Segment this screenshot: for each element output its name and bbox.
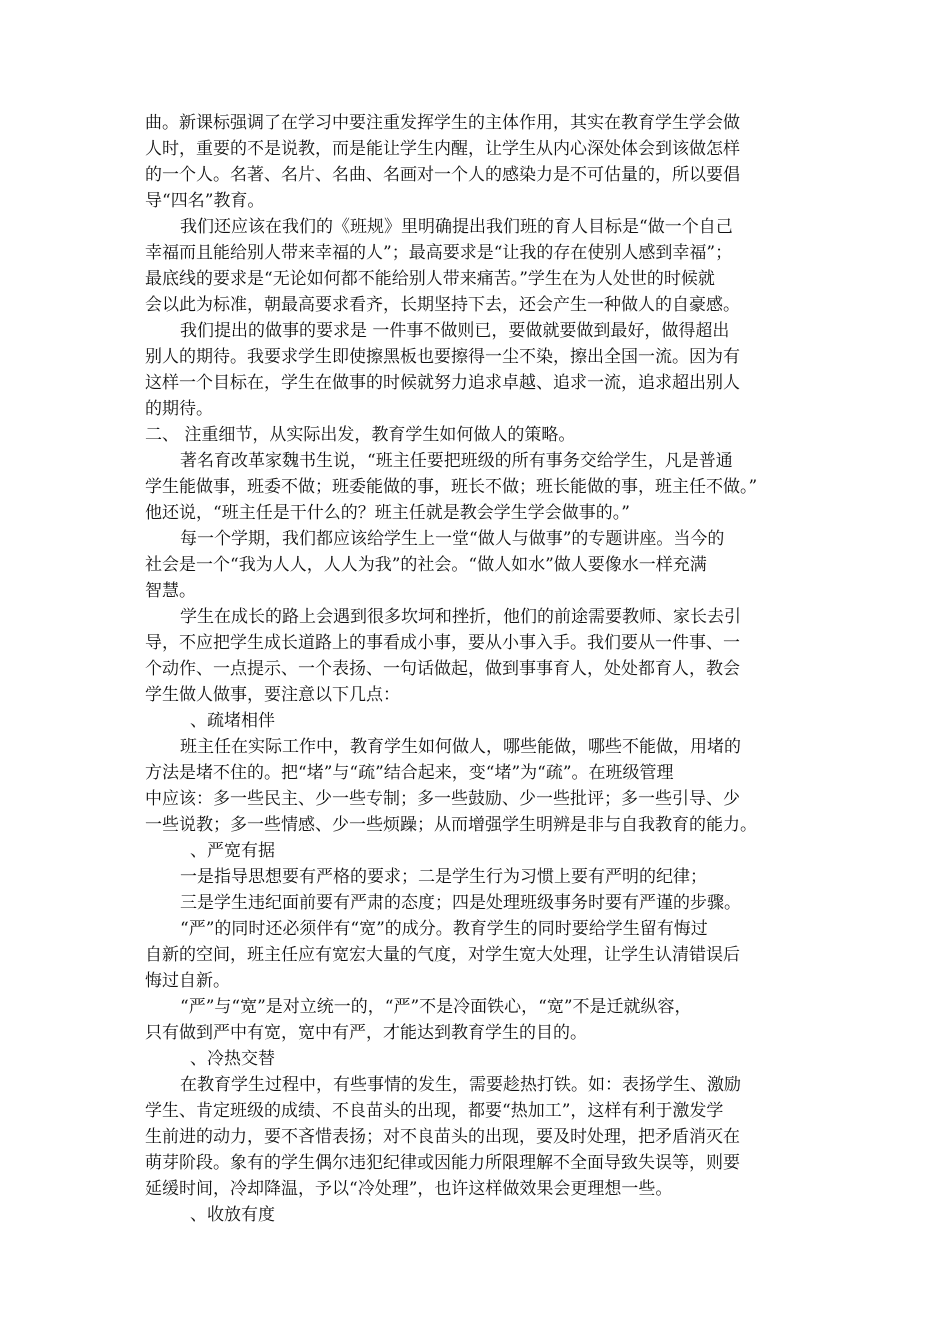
text-line: 一些说教；多一些情感、少一些烦躁；从而增强学生明辨是非与自我教育的能力。: [145, 815, 757, 835]
text-line: 生前进的动力，要不吝惜表扬；对不良苗头的出现，要及时处理，把矛盾消灭在: [145, 1127, 740, 1147]
text-line: 社会是一个“我为人人，人人为我”的社会。“做人如水”做人要像水一样充满: [145, 555, 707, 575]
text-line: 我们还应该在我们的《班规》里明确提出我们班的育人目标是“做一个自己: [180, 217, 733, 237]
text-line: 导“四名”教育。: [145, 191, 265, 211]
text-line: 三是学生违纪面前要有严肃的态度；四是处理班级事务时要有严谨的步骤。: [180, 893, 741, 913]
text-line: “严”与“宽”是对立统一的，“严”不是冷面铁心，“宽”不是迁就纵容，: [180, 997, 692, 1017]
text-line: 学生在成长的路上会遇到很多坎坷和挫折，他们的前途需要教师、家长去引: [180, 607, 741, 627]
text-line: 的一个人。名著、名片、名曲、名画对一个人的感染力是不可估量的，所以要倡: [145, 165, 740, 185]
text-line: 萌芽阶段。象有的学生偶尔违犯纪律或因能力所限理解不全面导致失误等，则要: [145, 1153, 740, 1173]
text-line: 幸福而且能给别人带来幸福的人”；最高要求是“让我的存在使别人感到幸福”；: [145, 243, 733, 263]
subsection-heading: 、严宽有据: [190, 841, 275, 861]
subsection-heading: 、疏堵相伴: [190, 711, 275, 731]
text-line: “严”的同时还必须伴有“宽”的成分。教育学生的同时要给学生留有悔过: [180, 919, 708, 939]
text-line: 一是指导思想要有严格的要求；二是学生行为习惯上要有严明的纪律；: [180, 867, 707, 887]
text-line: 导，不应把学生成长道路上的事看成小事，要从小事入手。我们要从一件事、一: [145, 633, 740, 653]
subsection-heading: 、收放有度: [190, 1205, 275, 1225]
text-line: 班主任在实际工作中，教育学生如何做人，哪些能做，哪些不能做，用堵的: [180, 737, 741, 757]
text-line: 方法是堵不住的。把“堵”与“疏”结合起来，变“堵”为“疏”。在班级管理: [145, 763, 674, 783]
section-heading: 二、 注重细节，从实际出发，教育学生如何做人的策略。: [145, 425, 576, 445]
text-line: 学生做人做事，要注意以下几点：: [145, 685, 400, 705]
text-line: 只有做到严中有宽，宽中有严，才能达到教育学生的目的。: [145, 1023, 587, 1043]
text-line: 延缓时间，冷却降温，予以“冷处理”，也许这样做效果会更理想一些。: [145, 1179, 673, 1199]
text-line: 每一个学期，我们都应该给学生上一堂“做人与做事”的专题讲座。当今的: [180, 529, 725, 549]
subsection-heading: 、冷热交替: [190, 1049, 275, 1069]
text-line: 我们提出的做事的要求是 一件事不做则已，要做就要做到最好，做得超出: [180, 321, 730, 341]
text-line: 中应该：多一些民主、少一些专制；多一些鼓励、少一些批评；多一些引导、少: [145, 789, 740, 809]
text-line: 个动作、一点提示、一个表扬、一句话做起，做到事事育人，处处都育人，教会: [145, 659, 740, 679]
text-line: 最底线的要求是“无论如何都不能给别人带来痛苦。”学生在为人处世的时候就: [145, 269, 715, 289]
text-line: 曲。新课标强调了在学习中要注重发挥学生的主体作用，其实在教育学生学会做: [145, 113, 740, 133]
text-line: 在教育学生过程中，有些事情的发生，需要趁热打铁。如：表扬学生、激励: [180, 1075, 741, 1095]
text-line: 人时，重要的不是说教，而是能让学生内醒，让学生从内心深处体会到该做怎样: [145, 139, 740, 159]
text-line: 的期待。: [145, 399, 213, 419]
text-line: 他还说，“班主任是干什么的？班主任就是教会学生学会做事的。”: [145, 503, 630, 523]
text-line: 学生能做事，班委不做；班委能做的事，班长不做；班长能做的事，班主任不做。”: [145, 477, 758, 497]
text-line: 智慧。: [145, 581, 196, 601]
text-line: 别人的期待。我要求学生即使擦黑板也要擦得一尘不染，擦出全国一流。因为有: [145, 347, 740, 367]
text-line: 会以此为标准，朝最高要求看齐，长期坚持下去，还会产生一种做人的自豪感。: [145, 295, 740, 315]
text-line: 著名育改革家魏书生说，“班主任要把班级的所有事务交给学生，凡是普通: [180, 451, 733, 471]
text-line: 学生、肯定班级的成绩、不良苗头的出现，都要“热加工”，这样有利于激发学: [145, 1101, 724, 1121]
text-line: 悔过自新。: [145, 971, 230, 991]
text-line: 这样一个目标在，学生在做事的时候就努力追求卓越、追求一流，追求超出别人: [145, 373, 740, 393]
text-line: 自新的空间，班主任应有宽宏大量的气度，对学生宽大处理，让学生认清错误后: [145, 945, 740, 965]
